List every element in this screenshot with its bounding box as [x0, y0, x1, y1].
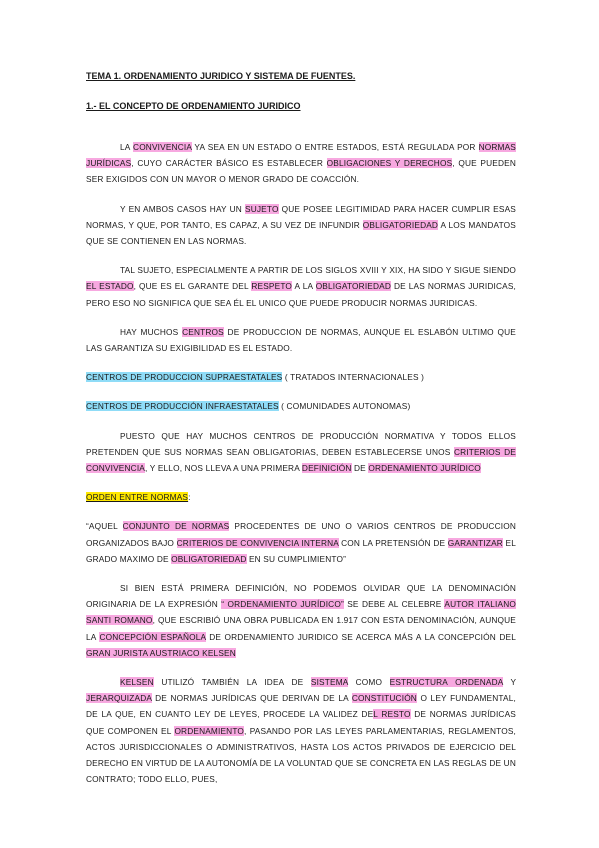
body-text: EL GRADO MAXIMO DE — [86, 537, 516, 564]
body-text: Y — [503, 677, 516, 688]
highlighted-text: RESPETO — [251, 281, 293, 292]
highlighted-text: “ ORDENAMIENTO JURÍDICO” — [221, 599, 344, 610]
highlighted-text: NORMAS JURÍDICAS — [86, 142, 517, 169]
highlighted-text: GARANTIZAR — [447, 537, 503, 548]
highlighted-text: L RESTO — [373, 709, 411, 720]
highlighted-text: CONJUNTO DE NORMAS — [122, 521, 230, 532]
body-text: O LEY FUNDAMENTAL, DE LA QUE, EN CUANTO LEY DE LEYES, PROCEDE LA VALIDEZ DE — [86, 693, 516, 720]
highlighted-text: CONSTITUCIÓN — [351, 693, 417, 704]
body-text: , PASANDO POR LAS LEYES PARLAMENTARIAS, REGLAMENTOS, ACTOS JURISDICCIONALES O ADMINISTRATIVOS, HASTA LOS ACTOS PRIVADOS DE EJERCICIO DEL DERECHO EN VIRTUD DE LA AUTONOMÍA DE LA VOLUNTAD QUE SE CONCRETA EN LAS REGLAS DE UN CONTRATO; TODO ELLO, PUES, — [86, 725, 516, 785]
body-text: , QUE PUEDEN SER EXIGIDOS CON UN MAYOR O MENOR GRADO DE COACCIÓN. — [86, 158, 517, 185]
body-text: , CUYO CARÁCTER BÁSICO ES ESTABLECER — [131, 158, 327, 169]
body-text: , QUE ESCRIBIÓ UNA OBRA PUBLICADA EN 1.917 CON ESTA DENOMINACIÓN, AUNQUE LA — [86, 615, 516, 642]
highlighted-text: SUJETO — [245, 203, 279, 214]
paragraph-santi-romano — [86, 580, 516, 661]
body-text: CON LA PRETENSIÓN DE — [338, 537, 448, 548]
body-text: DE NORMAS JURÍDICAS QUE DERIVAN DE LA — [151, 693, 352, 704]
paragraph-kelsen — [86, 674, 516, 787]
highlighted-text: CENTROS DE PRODUCCIÓN INFRAESTATALES — [86, 401, 279, 412]
body-text: SE DEBE AL CELEBRE — [343, 599, 445, 610]
highlighted-text: OBLIGATORIEDAD — [315, 281, 392, 292]
body-text: Y EN AMBOS CASOS HAY UN — [120, 203, 245, 214]
highlighted-text: SISTEMA — [310, 677, 349, 688]
highlighted-text: ORDENAMIENTO JURÍDICO — [368, 463, 481, 474]
highlighted-text: ESTRUCTURA ORDENADA — [389, 677, 504, 688]
document-content — [86, 70, 516, 797]
body-text: SI BIEN ESTÁ PRIMERA DEFINICIÓN, NO PODEMOS OLVIDAR QUE LA DENOMINACIÓN ORIGINARIA DE LA EXPRESIÓN — [86, 583, 516, 610]
highlighted-text: OBLIGACIONES Y DERECHOS — [326, 158, 453, 169]
highlighted-text: CRITERIOS DE CONVIVENCIA INTERNA — [176, 537, 339, 548]
body-text: , Y ELLO, NOS LLEVA A UNA PRIMERA — [145, 463, 302, 474]
paragraph-convivencia — [86, 139, 516, 188]
body-text: YA SEA EN UN ESTADO O ENTRE ESTADOS, ESTÁ REGULADA POR — [191, 142, 479, 152]
paragraph-definicion-quote — [86, 518, 516, 567]
body-text: DE NORMAS JURÍDICAS QUE COMPONEN EL — [86, 709, 516, 736]
body-text: DE ORDENAMIENTO JURIDICO SE ACERCA MÁS A LA CONCEPCIÓN DEL — [205, 631, 517, 642]
body-text: DE — [351, 463, 369, 474]
paragraph-centros — [86, 324, 516, 356]
paragraph-criterios — [86, 428, 516, 477]
body-text: TAL SUJETO, ESPECIALMENTE A PARTIR DE LOS SIGLOS XVIII Y XIX, HA SIDO Y SIGUE SIENDO — [120, 265, 516, 276]
highlighted-text: ORDEN ENTRE NORMAS — [86, 492, 189, 503]
paragraph-infraestatales — [86, 398, 516, 414]
highlighted-text: OBLIGATORIEDAD — [171, 553, 247, 564]
document-title: TEMA 1. ORDENAMIENTO JURIDICO Y SISTEMA DE FUENTES. — [86, 71, 356, 81]
body-text: ( COMUNIDADES AUTONOMAS) — [278, 401, 411, 412]
highlighted-text: JERARQUIZADA — [86, 693, 152, 704]
highlighted-text: EL ESTADO — [86, 281, 134, 292]
body-text: QUE POSEE LEGITIMIDAD PARA HACER CUMPLIR ESAS NORMAS, Y QUE, POR TANTO, ES CAPAZ, A SU VEZ DE INFUNDIR — [86, 203, 516, 230]
highlighted-text: CENTROS — [182, 326, 224, 337]
paragraph-estado — [86, 262, 516, 311]
highlighted-text: ORDENAMIENTO — [174, 725, 245, 736]
highlighted-text: GRAN JURISTA AUSTRIACO KELSEN — [86, 647, 236, 658]
highlighted-text: OBLIGATORIEDAD — [362, 219, 439, 230]
highlighted-text: CENTROS DE PRODUCCION SUPRAESTATALES — [86, 372, 283, 383]
highlighted-text: KELSEN — [120, 677, 154, 688]
body-text: DE LAS NORMAS JURIDICAS, PERO ESO NO SIGNIFICA QUE SEA ÉL EL UNICO QUE PUEDE PRODUCIR NORMAS JURIDICAS. — [86, 281, 516, 308]
body-text: : — [188, 492, 191, 503]
body-text: COMO — [348, 677, 390, 688]
body-text: A LA — [292, 281, 316, 292]
highlighted-text: DEFINICIÓN — [301, 463, 352, 474]
body-text: HAY MUCHOS — [120, 326, 183, 337]
paragraph-orden-entre-normas — [86, 489, 516, 505]
body-text: A LOS MANDATOS QUE SE CONTIENEN EN LAS NORMAS. — [86, 219, 516, 247]
paragraph-supraestatales — [86, 369, 516, 385]
body-text: UTILIZÓ TAMBIÉN LA IDEA DE — [153, 677, 311, 688]
body-text: LA — [120, 142, 134, 152]
body-text: , QUE ES EL GARANTE DEL — [133, 281, 252, 292]
highlighted-text: AUTOR ITALIANO SANTI ROMANO — [86, 599, 516, 626]
body-text: PROCEDENTES DE UNO O VARIOS CENTROS DE PRODUCCION ORGANIZADOS BAJO — [86, 521, 516, 548]
paragraph-sujeto — [86, 201, 516, 250]
highlighted-text: CONCEPCIÓN ESPAÑOLA — [99, 631, 206, 642]
body-text: PUESTO QUE HAY MUCHOS CENTROS DE PRODUCCIÓN NORMATIVA Y TODOS ELLOS PRETENDEN QUE SUS NORMAS SEAN OBLIGATORIAS, DEBEN ESTABLECERSE UNOS — [86, 430, 516, 457]
body-text: “AQUEL — [86, 521, 123, 532]
section-title: 1.- EL CONCEPTO DE ORDENAMIENTO JURIDICO — [86, 101, 301, 111]
body-text: DE PRODUCCION DE NORMAS, AUNQUE EL ESLABÓN ULTIMO QUE LAS GARANTIZA SU EXIGIBILIDAD ES EL ESTADO. — [86, 326, 516, 354]
body-text: ( TRATADOS INTERNACIONALES ) — [282, 372, 425, 383]
highlighted-text: CONVIVENCIA — [133, 142, 192, 152]
highlighted-text: CRITERIOS DE CONVIVENCIA — [86, 446, 517, 474]
body-text: EN SU CUMPLIMIENTO” — [246, 553, 347, 564]
